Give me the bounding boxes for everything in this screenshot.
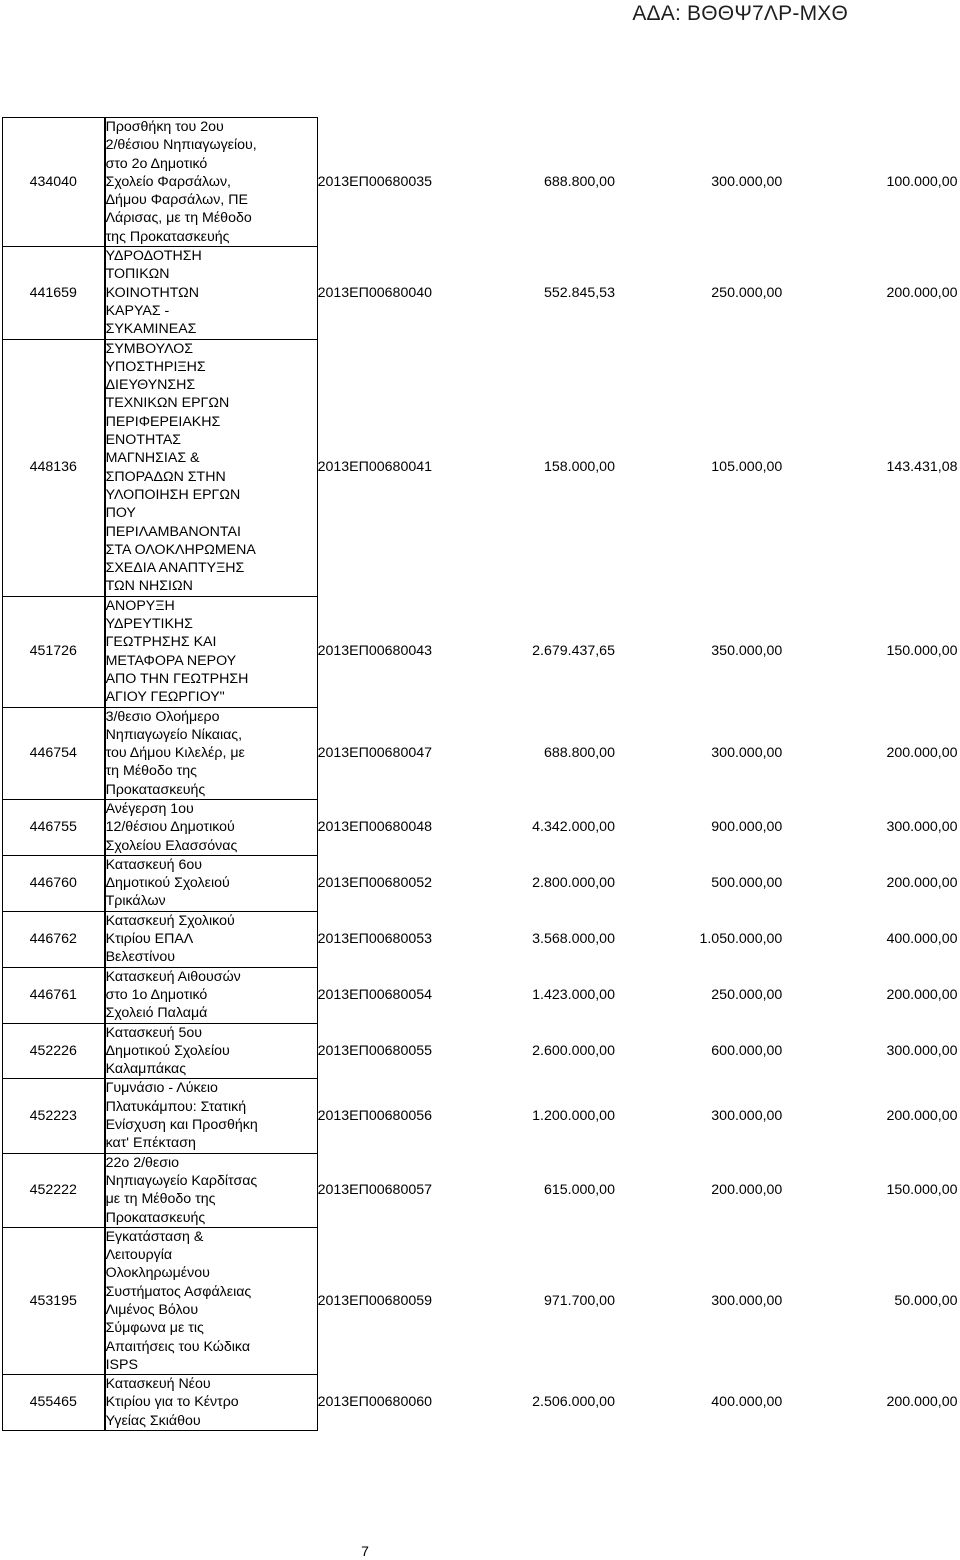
credits-cell: 105.000,00 bbox=[711, 459, 783, 476]
budget-cell: 688.800,00 bbox=[543, 745, 615, 762]
budget-cell: 3.568.000,00 bbox=[532, 931, 615, 948]
project-title-cell: ΑΝΟΡΥΞΗ ΥΔΡΕΥΤΙΚΗΣ ΓΕΩΤΡΗΣΗΣ ΚΑΙ ΜΕΤΑΦΟΡΑ ΝΕΡΟΥ ΑΠΟ ΤΗΝ ΓΕΩΤΡΗΣΗ ΑΓΙΟΥ ΓΕΩΡΓΙΟΥ" bbox=[105, 596, 318, 707]
payments-cell: 100.000,00 bbox=[886, 173, 958, 190]
budget-cell: 615.000,00 bbox=[543, 1182, 615, 1199]
budget-cell: 2.506.000,00 bbox=[532, 1394, 615, 1411]
ada-code: ΑΔΑ: ΒΘΘΨ7ΛΡ-ΜΧΘ bbox=[632, 2, 848, 25]
project-code-cell: 446761 bbox=[3, 967, 105, 1023]
credits-cell: 900.000,00 bbox=[711, 819, 783, 836]
budget-cell: 971.700,00 bbox=[543, 1292, 615, 1309]
table-row bbox=[3, 339, 958, 596]
project-title-cell: Κατασκευή 5ου Δημοτικού Σχολείου Καλαμπάκας bbox=[105, 1023, 318, 1079]
payments-cell: 143.431,08 bbox=[886, 459, 958, 476]
budget-cell: 1.423.000,00 bbox=[532, 986, 615, 1003]
ena-code-cell: 2013ΕΠ00680059 bbox=[317, 1292, 433, 1309]
payments-cell: 200.000,00 bbox=[886, 745, 958, 762]
budget-cell: 1.200.000,00 bbox=[532, 1107, 615, 1124]
credits-cell: 200.000,00 bbox=[711, 1182, 783, 1199]
project-title-cell: Ανέγερση 1ου 12/θέσιου Δημοτικού Σχολείου Ελασσόνας bbox=[105, 799, 318, 855]
budget-cell: 2.600.000,00 bbox=[532, 1042, 615, 1059]
ena-code-cell: 2013ΕΠ00680040 bbox=[317, 284, 433, 301]
budget-cell: 4.342.000,00 bbox=[532, 819, 615, 836]
ena-code-cell: 2013ΕΠ00680053 bbox=[317, 931, 433, 948]
table-row bbox=[3, 247, 958, 339]
project-code-cell: 452223 bbox=[3, 1079, 105, 1153]
project-code-cell: 455465 bbox=[3, 1375, 105, 1431]
budget-cell: 688.800,00 bbox=[543, 173, 615, 190]
table-row bbox=[3, 967, 958, 1023]
project-code-cell: 451726 bbox=[3, 596, 105, 707]
table-row bbox=[3, 1079, 958, 1153]
ena-code-cell: 2013ΕΠ00680055 bbox=[317, 1042, 433, 1059]
ena-code-cell: 2013ΕΠ00680043 bbox=[317, 643, 433, 660]
project-code-cell: 452226 bbox=[3, 1023, 105, 1079]
credits-cell: 350.000,00 bbox=[711, 643, 783, 660]
ena-code-cell: 2013ΕΠ00680035 bbox=[317, 173, 433, 190]
project-code-cell: 434040 bbox=[3, 118, 105, 247]
project-title-cell: Εγκατάσταση & Λειτουργία Ολοκληρωμένου Συστήματος Ασφάλειας Λιμένος Βόλου Σύμφωνα με τις Απαιτήσεις του Κώδικα ISPS bbox=[105, 1227, 318, 1374]
table-row bbox=[3, 911, 958, 967]
project-title-cell: Κατασκευή Σχολικού Κτιρίου ΕΠΑΛ Βελεστίνου bbox=[105, 911, 318, 967]
project-code-cell: 441659 bbox=[3, 247, 105, 339]
table-row bbox=[3, 855, 958, 911]
project-title-cell: ΣΥΜΒΟΥΛΟΣ ΥΠΟΣΤΗΡΙΞΗΣ ΔΙΕΥΘΥΝΣΗΣ ΤΕΧΝΙΚΩΝ ΕΡΓΩΝ ΠΕΡΙΦΕΡΕΙΑΚΗΣ ΕΝΟΤΗΤΑΣ ΜΑΓΝΗΣΙΑΣ & ΣΠΟΡΑΔΩΝ ΣΤΗΝ ΥΛΟΠΟΙΗΣΗ ΕΡΓΩΝ ΠΟΥ ΠΕΡΙΛΑΜΒΑΝΟΝΤΑΙ ΣΤΑ ΟΛΟΚΛΗΡΩΜΕΝΑ ΣΧΕΔΙΑ ΑΝΑΠΤΥΞΗΣ ΤΩΝ ΝΗΣΙΩΝ bbox=[105, 339, 318, 596]
payments-cell: 150.000,00 bbox=[886, 643, 958, 660]
ena-code-cell: 2013ΕΠ00680047 bbox=[317, 745, 433, 762]
payments-cell: 200.000,00 bbox=[886, 284, 958, 301]
projects-table bbox=[2, 117, 958, 1431]
credits-cell: 500.000,00 bbox=[711, 875, 783, 892]
projects-table-body bbox=[3, 118, 958, 1431]
table-row bbox=[3, 1153, 958, 1227]
budget-cell: 2.679.437,65 bbox=[532, 643, 615, 660]
payments-cell: 200.000,00 bbox=[886, 1107, 958, 1124]
payments-cell: 200.000,00 bbox=[886, 986, 958, 1003]
project-code-cell: 448136 bbox=[3, 339, 105, 596]
payments-cell: 150.000,00 bbox=[886, 1182, 958, 1199]
credits-cell: 400.000,00 bbox=[711, 1394, 783, 1411]
payments-cell: 300.000,00 bbox=[886, 819, 958, 836]
page-number: 7 bbox=[361, 1543, 369, 1559]
ena-code-cell: 2013ΕΠ00680052 bbox=[317, 875, 433, 892]
ena-code-cell: 2013ΕΠ00680060 bbox=[317, 1394, 433, 1411]
ena-code-cell: 2013ΕΠ00680048 bbox=[317, 819, 433, 836]
ena-code-cell: 2013ΕΠ00680054 bbox=[317, 986, 433, 1003]
credits-cell: 250.000,00 bbox=[711, 284, 783, 301]
table-row bbox=[3, 596, 958, 707]
project-code-cell: 452222 bbox=[3, 1153, 105, 1227]
project-title-cell: 3/θεσιο Ολοήμερο Νηπιαγωγείο Νίκαιας, του Δήμου Κιλελέρ, με τη Μέθοδο της Προκατασκευής bbox=[105, 707, 318, 799]
payments-cell: 400.000,00 bbox=[886, 931, 958, 948]
table-row bbox=[3, 707, 958, 799]
project-code-cell: 446760 bbox=[3, 855, 105, 911]
credits-cell: 600.000,00 bbox=[711, 1042, 783, 1059]
table-row bbox=[3, 1227, 958, 1374]
credits-cell: 300.000,00 bbox=[711, 1292, 783, 1309]
payments-cell: 200.000,00 bbox=[886, 875, 958, 892]
project-title-cell: Κατασκευή Νέου Κτιρίου για το Κέντρο Υγείας Σκιάθου bbox=[105, 1375, 318, 1431]
credits-cell: 300.000,00 bbox=[711, 745, 783, 762]
project-code-cell: 446762 bbox=[3, 911, 105, 967]
credits-cell: 300.000,00 bbox=[711, 173, 783, 190]
table-row bbox=[3, 1375, 958, 1431]
table-row bbox=[3, 799, 958, 855]
payments-cell: 200.000,00 bbox=[886, 1394, 958, 1411]
project-title-cell: 22ο 2/θεσιο Νηπιαγωγείο Καρδίτσας με τη Μέθοδο της Προκατασκευής bbox=[105, 1153, 318, 1227]
payments-cell: 300.000,00 bbox=[886, 1042, 958, 1059]
budget-cell: 552.845,53 bbox=[543, 284, 615, 301]
project-title-cell: Προσθήκη του 2ου 2/θέσιου Νηπιαγωγείου, στο 2ο Δημοτικό Σχολείο Φαρσάλων, Δήμου Φαρσάλων, ΠΕ Λάρισας, με τη Μέθοδο της Προκατασκευής bbox=[105, 118, 318, 247]
payments-cell: 50.000,00 bbox=[894, 1292, 958, 1309]
project-code-cell: 446755 bbox=[3, 799, 105, 855]
table-row bbox=[3, 1023, 958, 1079]
credits-cell: 1.050.000,00 bbox=[699, 931, 783, 948]
budget-cell: 158.000,00 bbox=[543, 459, 615, 476]
credits-cell: 300.000,00 bbox=[711, 1107, 783, 1124]
project-code-cell: 453195 bbox=[3, 1227, 105, 1374]
project-title-cell: Γυμνάσιο - Λύκειο Πλατυκάμπου: Στατική Ενίσχυση και Προσθήκη κατ' Επέκταση bbox=[105, 1079, 318, 1153]
project-code-cell: 446754 bbox=[3, 707, 105, 799]
project-title-cell: Κατασκευή 6ου Δημοτικού Σχολειού Τρικάλων bbox=[105, 855, 318, 911]
project-title-cell: Κατασκευή Αιθουσών στο 1ο Δημοτικό Σχολειό Παλαμά bbox=[105, 967, 318, 1023]
project-title-cell: ΥΔΡΟΔΟΤΗΣΗ ΤΟΠΙΚΩΝ ΚΟΙΝΟΤΗΤΩΝ ΚΑΡΥΑΣ - ΣΥΚΑΜΙΝΕΑΣ bbox=[105, 247, 318, 339]
ena-code-cell: 2013ΕΠ00680056 bbox=[317, 1107, 433, 1124]
ena-code-cell: 2013ΕΠ00680057 bbox=[317, 1182, 433, 1199]
budget-cell: 2.800.000,00 bbox=[532, 875, 615, 892]
credits-cell: 250.000,00 bbox=[711, 986, 783, 1003]
ena-code-cell: 2013ΕΠ00680041 bbox=[317, 459, 433, 476]
table-row bbox=[3, 118, 958, 247]
